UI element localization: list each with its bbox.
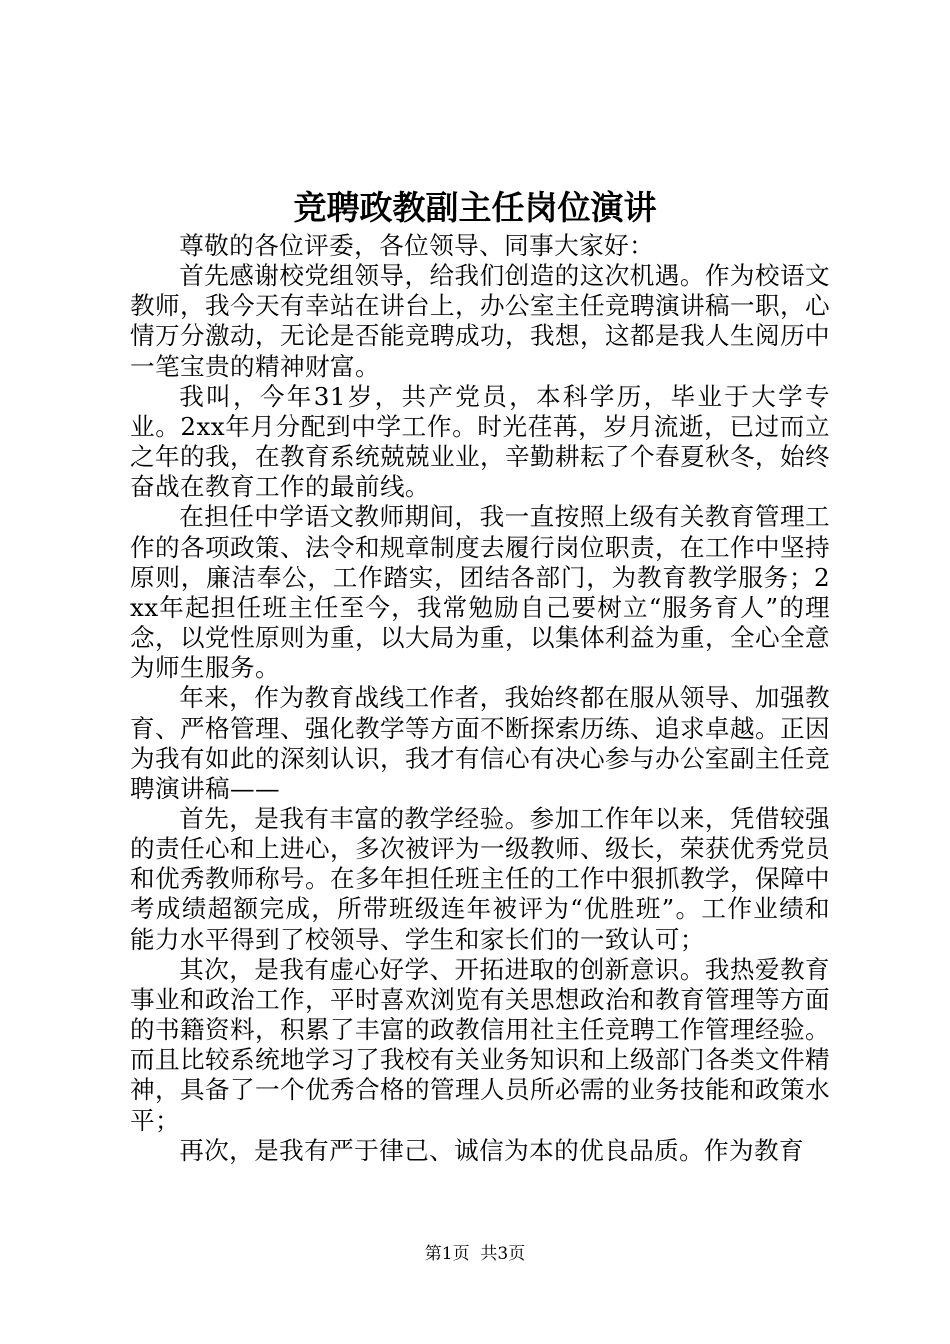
- body-paragraph: 首先，是我有丰富的教学经验。参加工作年以来，凭借较强的责任心和上进心，多次被评为一级教师、级长，荣获优秀党员和优秀教师称号。在多年担任班主任的工作中狠抓教学，保障中考成绩超额完成，所带班级连年被评为“优胜班”。工作业绩和能力水平得到了校领导、学生和家长们的一致认可；: [130, 803, 830, 954]
- page-footer: [0, 1243, 950, 1265]
- body-paragraph: 在担任中学语文教师期间，我一直按照上级有关教育管理工作的各项政策、法令和规章制度去履行岗位职责，在工作中坚持原则，廉洁奉公，工作踏实，团结各部门，为教育教学服务；2xx年起担任班主任至今，我常勉励自己要树立“服务育人”的理念，以党性原则为重，以大局为重，以集体利益为重，全心全意为师生服务。: [130, 502, 830, 683]
- document-title: 竞聘政教副主任岗位演讲: [293, 188, 657, 227]
- greeting-paragraph: 尊敬的各位评委，各位领导、同事大家好：: [179, 231, 655, 260]
- body-paragraph: 首先感谢校党组领导，给我们创造的这次机遇。作为校语文教师，我今天有幸站在讲台上，办公室主任竞聘演讲稿一职，心情万分激动，无论是否能竞聘成功，我想，这都是我人生阅历中一笔宝贵的精神财富。: [130, 261, 830, 381]
- body-paragraph: 其次，是我有虚心好学、开拓进取的创新意识。我热爱教育事业和政治工作，平时喜欢浏览有关思想政治和教育管理等方面的书籍资料，积累了丰富的政教信用社主任竞聘工作管理经验。而且比较系统地学习了我校有关业务知识和上级部门各类文件精神，具备了一个优秀合格的管理人员所必需的业务技能和政策水平；: [130, 954, 830, 1135]
- page-number-current: 第1页: [424, 1244, 470, 1264]
- body-paragraph: 再次，是我有严于律己、诚信为本的优良品质。作为教育: [179, 1135, 805, 1165]
- body-paragraph: 年来，作为教育战线工作者，我始终都在服从领导、加强教育、严格管理、强化教学等方面不断探索历练、追求卓越。正因为我有如此的深刻认识，我才有信心有决心参与办公室副主任竞聘演讲稿——: [130, 683, 830, 803]
- body-paragraph: 我叫，今年31岁，共产党员，本科学历，毕业于大学专业。2xx年月分配到中学工作。时光荏苒，岁月流逝，已过而立之年的我，在教育系统兢兢业业，辛勤耕耘了个春夏秋冬，始终奋战在教育工作的最前线。: [130, 381, 830, 502]
- document-body: [130, 231, 830, 1166]
- footer-separator: [470, 1244, 481, 1264]
- page-number-total: 共3页: [480, 1244, 526, 1264]
